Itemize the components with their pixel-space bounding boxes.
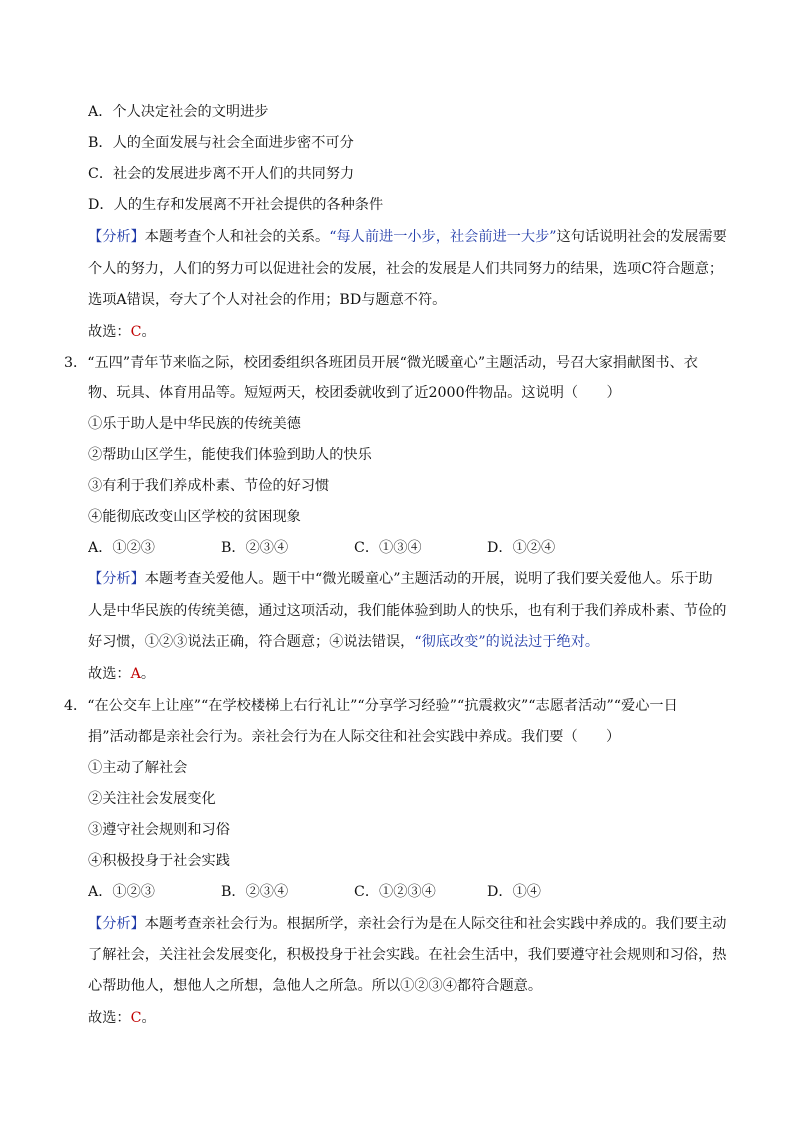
analysis-tag: 【分析】 [88,916,145,932]
q4-item-4: ④积极投身于社会实践 [88,853,230,869]
q2-analysis-line-2: 个人的努力，人们的努力可以促进社会的发展，社会的发展是人们共同努力的结果，选项C符合题意； [88,261,724,277]
q3-choice-b: B．②③④ [221,540,289,556]
q4-analysis-line-3: 心帮助他人，想他人之所想，急他人之所急。所以①②③④都符合题意。 [88,978,543,994]
q3-item-2: ②帮助山区学生，能使我们体验到助人的快乐 [88,447,372,463]
q3-analysis-line-3: 好习惯，①②③说法正确，符合题意；④说法错误，“彻底改变”的说法过于绝对。 [88,634,600,650]
q3-choice-d: D．①②④ [487,540,556,556]
q2-option-b: B．人的全面发展与社会全面进步密不可分 [88,135,354,151]
answer-letter: C [130,1010,142,1026]
q4-answer: 故选：C。 [88,1010,156,1026]
q4-stem-line-1: 4．“在公交车上让座”“在学校楼梯上右行礼让”“分享学习经验”“抗震救灾”“志愿者活动”“爱心一日 [64,698,678,714]
q2-option-d: D．人的生存和发展离不开社会提供的各种条件 [88,197,384,213]
q3-stem-line-2: 物、玩具、体育用品等。短短两天，校团委就收到了近2000件物品。这说明（ ） [88,385,621,401]
q4-analysis-line-1: 【分析】本题考查亲社会行为。根据所学，亲社会行为是在人际交往和社会实践中养成的。我们要主动 [88,916,727,932]
q2-option-c: C．社会的发展进步离不开人们的共同努力 [88,166,355,182]
q4-choice-b: B．②③④ [221,884,289,900]
q4-choice-c: C．①②③④ [354,884,436,900]
q4-item-1: ①主动了解社会 [88,760,188,776]
analysis-tag: 【分析】 [88,229,145,245]
q4-analysis-line-2: 了解社会，关注社会发展变化，积极投身于社会实践。在社会生活中，我们要遵守社会规则和习俗，热 [88,947,727,963]
q4-choices [88,882,738,902]
q4-choice-d: D．①④ [487,884,541,900]
q3-stem-line-1: 3．“五四”青年节来临之际，校团委组织各班团员开展“微光暖童心”主题活动，号召大家捐献图书、衣 [64,355,698,371]
answer-letter: A [130,666,141,682]
q2-option-a: A．个人决定社会的文明进步 [88,104,269,120]
q3-analysis-line-2: 人是中华民族的传统美德，通过这项活动，我们能体验到助人的快乐，也有利于我们养成朴素、节俭的 [88,603,727,619]
q4-stem-line-2: 捐”活动都是亲社会行为。亲社会行为在人际交往和社会实践中养成。我们要（ ） [88,729,621,745]
q3-choice-a: A．①②③ [88,540,155,556]
q4-item-2: ②关注社会发展变化 [88,791,216,807]
q3-item-1: ①乐于助人是中华民族的传统美德 [88,416,301,432]
q3-item-4: ④能彻底改变山区学校的贫困现象 [88,509,301,525]
q3-choice-c: C．①③④ [354,540,422,556]
q3-item-3: ③有利于我们养成朴素、节俭的好习惯 [88,478,330,494]
q4-item-3: ③遵守社会规则和习俗 [88,822,230,838]
q2-analysis-line-1: 【分析】本题考查个人和社会的关系。“每人前进一小步，社会前进一大步”这句话说明社会的发展需要 [88,229,727,245]
analysis-tag: 【分析】 [88,571,145,587]
q2-analysis-line-3: 选项A错误，夸大了个人对社会的作用；BD与题意不符。 [88,292,447,308]
q4-choice-a: A．①②③ [88,884,155,900]
q3-answer: 故选：A。 [88,666,156,682]
answer-letter: C [130,324,142,340]
q3-choices [88,538,738,558]
q3-analysis-line-1: 【分析】本题考查关爱他人。题干中“微光暖童心”主题活动的开展，说明了我们要关爱他人。乐于助 [88,571,713,587]
q2-answer: 故选：C。 [88,324,156,340]
